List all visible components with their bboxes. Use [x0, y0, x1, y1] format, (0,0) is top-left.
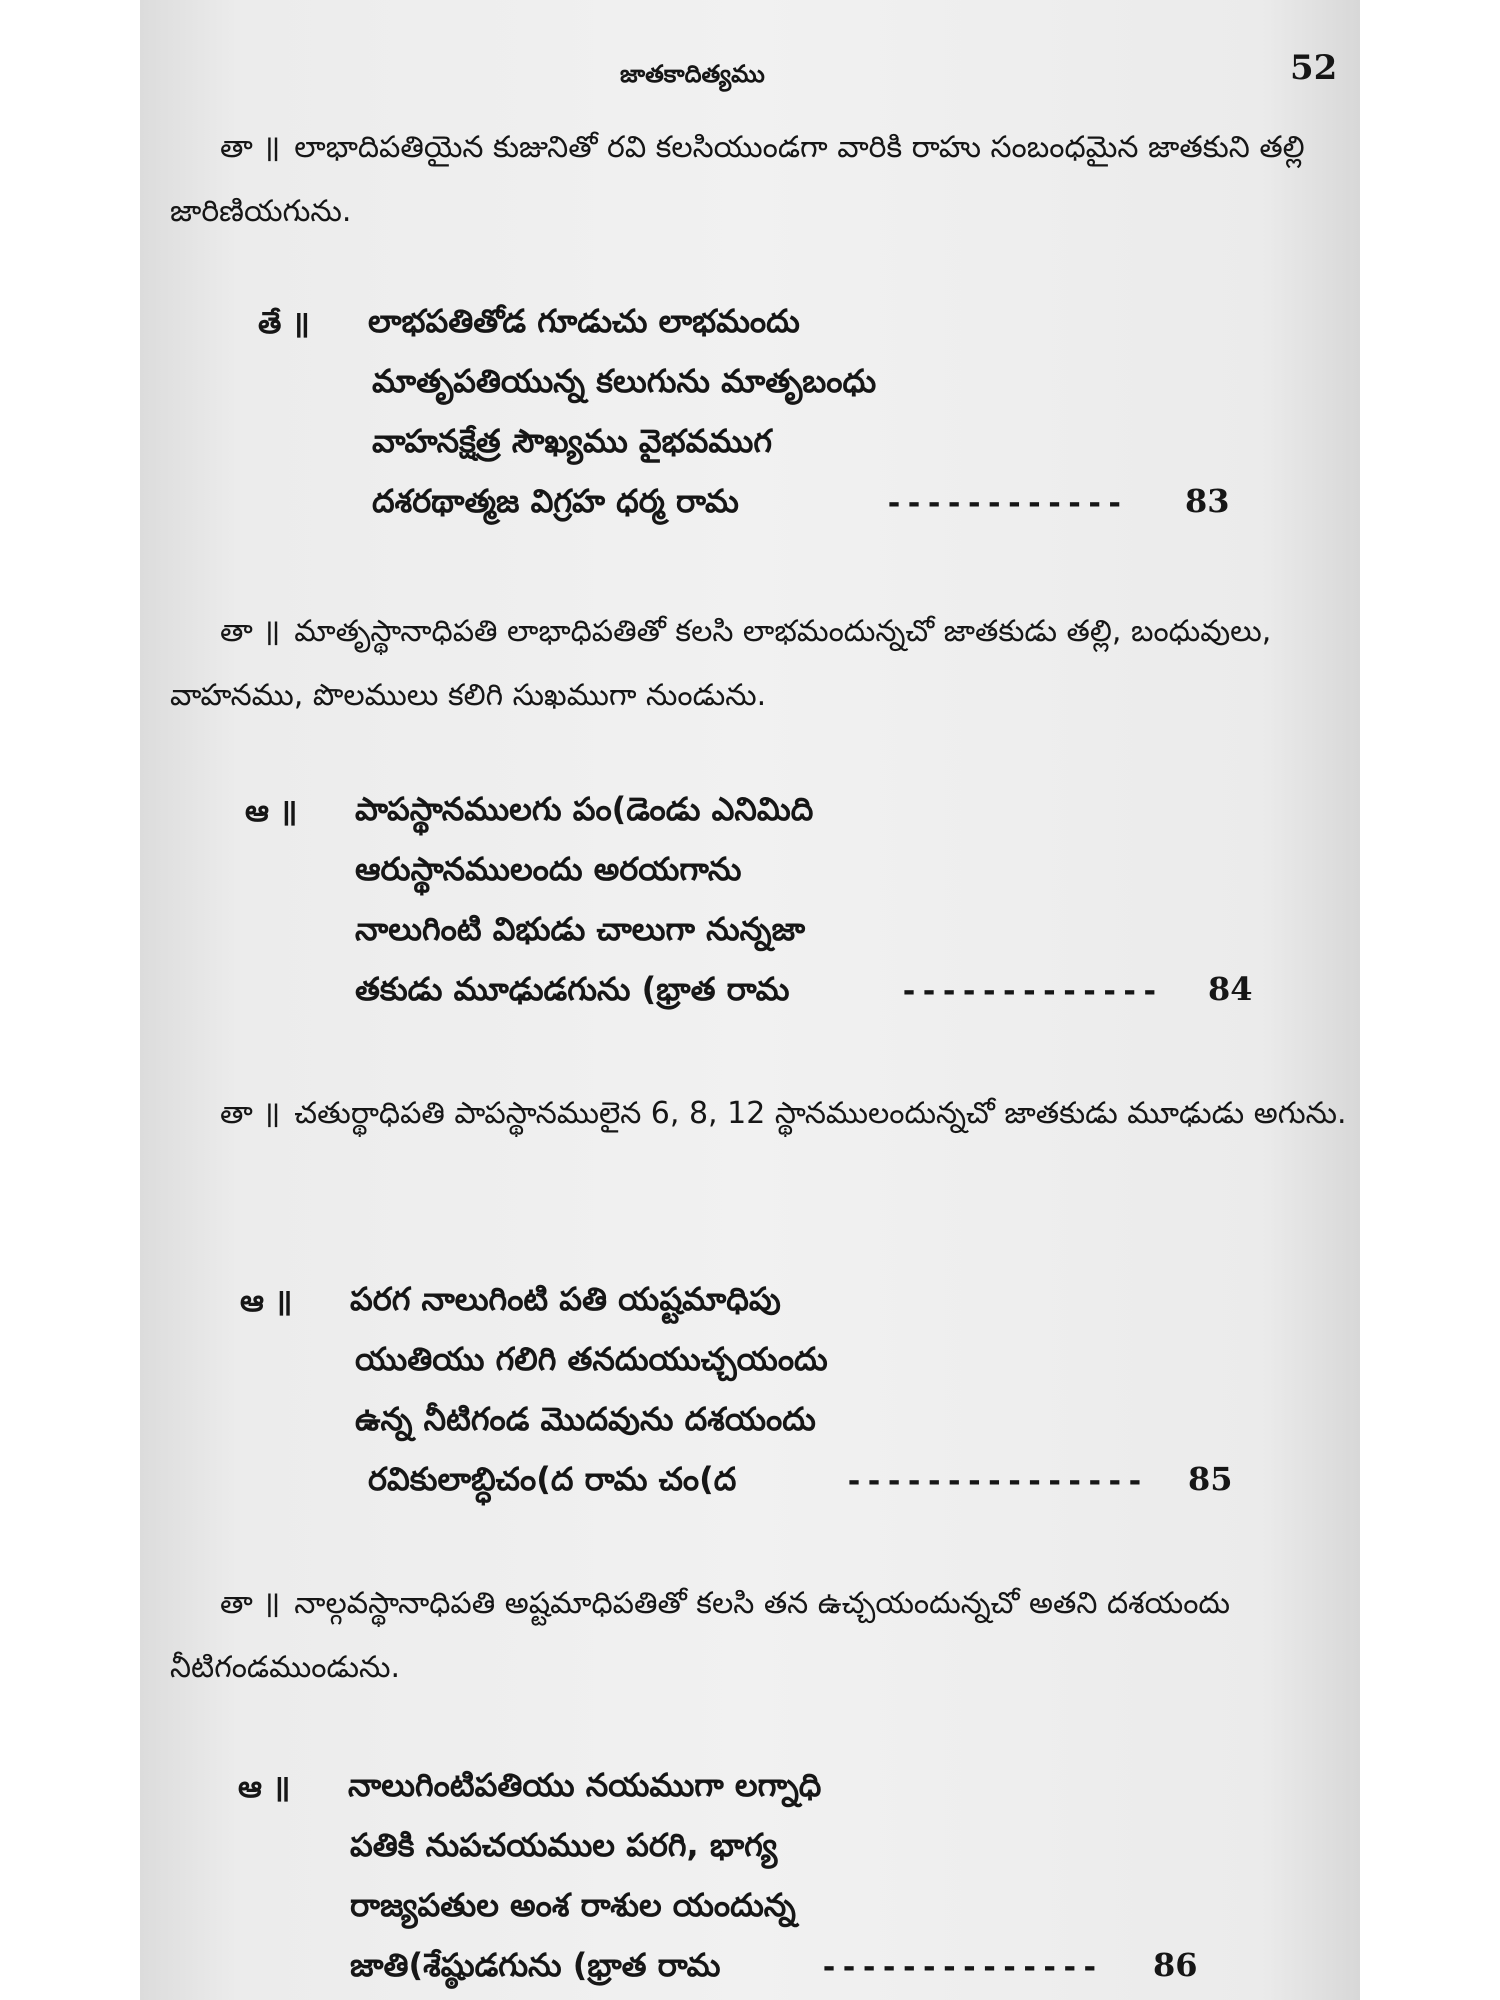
- commentary-paragraph: [170, 1572, 1350, 1700]
- commentary-marker: తా ॥: [220, 614, 281, 649]
- verse-line: లాభపతితోడ గూడుచు లాభమందు: [368, 302, 800, 340]
- commentary-marker: తా ॥: [220, 1586, 281, 1621]
- verse-line: యుతియు గలిగి తనదుయుచ్చయందు: [355, 1340, 828, 1378]
- verse-number: 85: [1188, 1460, 1233, 1498]
- commentary-marker: తా ॥: [220, 1096, 281, 1131]
- book-page: [140, 0, 1360, 2000]
- verse-line: జాతి(శేష్ఠుడగును (భ్రాత రామ: [350, 1946, 721, 1984]
- commentary-text: చతుర్థాధిపతి పాపస్థానములైన 6, 8, 12 స్థానములందున్నచో జాతకుడు మూఢుడు అగును.: [294, 1096, 1347, 1131]
- verse-line: నాలుగింటి విభుడు చాలుగా నున్నజా: [355, 910, 806, 948]
- verse-line: ఉన్న నీటిగండ మొదవును దశయందు: [355, 1400, 816, 1438]
- verse-dash-rule: --------------: [820, 1950, 1101, 1985]
- verse-line: నాలుగింటిపతియు నయముగా లగ్నాధి: [348, 1766, 822, 1804]
- verse-line: పరగ నాలుగింటి పతి యష్టమాధిపు: [350, 1280, 781, 1318]
- verse-number: 84: [1208, 970, 1253, 1008]
- commentary-text: లాభాదిపతియైన కుజునితో రవి కలసియుండగా వారికి రాహు సంబంధమైన జాతకుని తల్లి జారిణియగును.: [170, 130, 1305, 229]
- verse-marker: ఆ ॥: [245, 794, 298, 829]
- verse-marker: తే ॥: [258, 306, 310, 341]
- right-margin: [1360, 0, 1500, 2000]
- commentary-paragraph: [170, 1082, 1350, 1146]
- commentary-paragraph: [170, 116, 1350, 244]
- running-header: జాతకాదిత్యము: [620, 60, 765, 88]
- commentary-marker: తా ॥: [220, 130, 281, 165]
- verse-line: పాపస్థానములగు పం(డెండు ఎనిమిది: [355, 790, 814, 828]
- commentary-paragraph: [170, 600, 1350, 728]
- page-number: 52: [1290, 48, 1338, 88]
- verse-line: రవికులాబ్ధిచం(ద రామ చం(ద: [368, 1460, 737, 1498]
- verse-number: 83: [1185, 482, 1230, 520]
- verse-dash-rule: ------------: [885, 486, 1126, 521]
- verse-marker: ఆ ॥: [238, 1770, 291, 1805]
- verse-dash-rule: ---------------: [845, 1464, 1146, 1499]
- verse-line: మాతృపతియున్న కలుగును మాతృబంధు: [372, 362, 877, 400]
- commentary-text: నాల్గవస్థానాధిపతి అష్టమాధిపతితో కలసి తన ఉచ్చయందున్నచో అతని దశయందు నీటిగండముండును.: [170, 1586, 1230, 1685]
- verse-dash-rule: -------------: [900, 974, 1161, 1009]
- commentary-text: మాతృస్థానాధిపతి లాభాధిపతితో కలసి లాభమందున్నచో జాతకుడు తల్లి, బంధువులు, వాహనము, పొలములు కలిగి సుఖముగా నుండును.: [170, 614, 1272, 713]
- verse-line: వాహనక్షేత్ర సౌఖ్యము వైభవముగ: [372, 422, 773, 460]
- verse-number: 86: [1153, 1946, 1198, 1984]
- verse-line: ఆరుస్థానములందు అరయగాను: [355, 850, 742, 888]
- verse-line: రాజ్యపతుల అంశ రాశుల యందున్న: [350, 1886, 796, 1924]
- verse-line: తకుడు మూఢుడగును (భ్రాత రామ: [355, 970, 790, 1008]
- left-margin: [0, 0, 140, 2000]
- verse-marker: ఆ ॥: [240, 1284, 293, 1319]
- verse-line: పతికి నుపచయముల పరగి, భాగ్య: [350, 1826, 778, 1864]
- verse-line: దశరథాత్మజ విగ్రహ ధర్మ రామ: [372, 482, 739, 520]
